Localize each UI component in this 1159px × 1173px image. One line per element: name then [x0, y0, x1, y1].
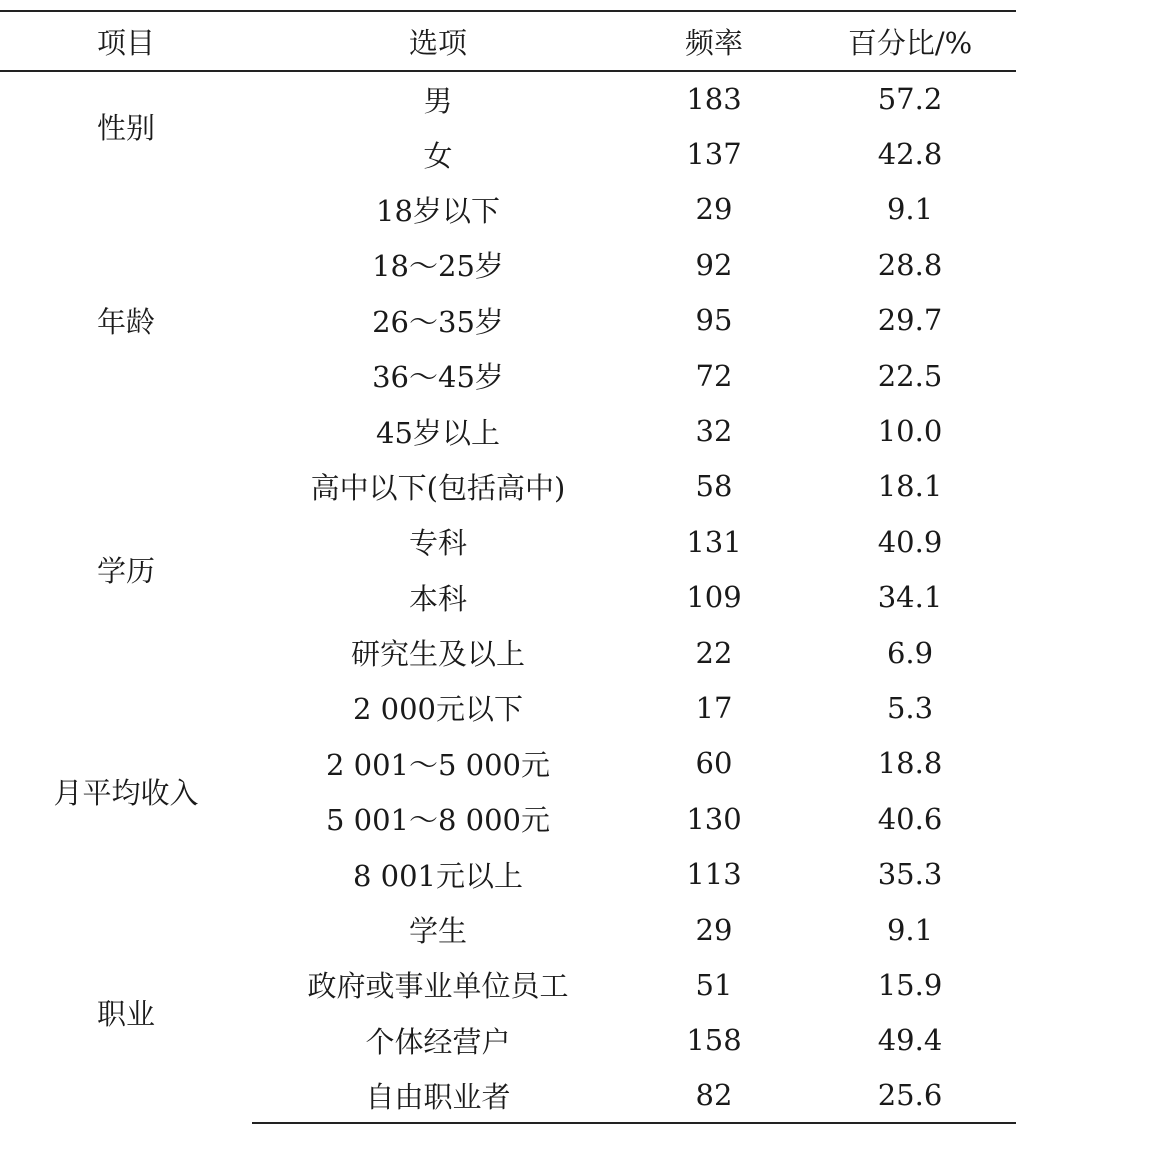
frequency-cell: 131 — [686, 524, 742, 559]
percent-cell: 34.1 — [877, 580, 943, 615]
frequency-cell: 113 — [686, 857, 742, 892]
percent-cell: 35.3 — [877, 857, 943, 892]
option-cell: 自由职业者 — [252, 1068, 624, 1123]
demographics-table — [0, 10, 1016, 1124]
header-item: 项目 — [0, 11, 252, 71]
option-cell: 36～45岁 — [372, 360, 504, 395]
table-row — [0, 902, 1016, 957]
table-body — [0, 71, 1016, 1123]
percent-cell: 49.4 — [877, 1023, 943, 1058]
option-cell: 政府或事业单位员工 — [307, 969, 569, 1004]
option-cell: 高中以下(包括高中) — [310, 470, 566, 505]
frequency-cell: 95 — [695, 303, 733, 338]
percent-cell: 40.9 — [877, 524, 943, 559]
group-item-cell: 月平均收入 — [53, 775, 199, 810]
table-row — [0, 680, 1016, 735]
frequency-cell: 183 — [686, 82, 742, 117]
option-cell: 8 001元以上 — [352, 858, 524, 893]
group-item-cell: 职业 — [96, 997, 155, 1032]
table-row — [0, 71, 1016, 126]
percent-cell: 15.9 — [877, 967, 943, 1002]
option-cell: 2 001～5 000元 — [325, 747, 551, 782]
header-frequency: 频率 — [624, 11, 804, 71]
percent-cell: 29.7 — [877, 303, 943, 338]
frequency-cell: 51 — [695, 967, 733, 1002]
percent-cell: 18.8 — [877, 746, 943, 781]
percent-cell: 40.6 — [877, 801, 943, 836]
percent-cell: 57.2 — [877, 82, 943, 117]
frequency-cell: 29 — [695, 192, 733, 227]
percent-cell: 6.9 — [886, 635, 934, 670]
percent-cell: 5.3 — [886, 690, 934, 725]
header-option: 选项 — [252, 11, 624, 71]
frequency-cell: 137 — [686, 137, 742, 172]
table-row — [0, 459, 1016, 514]
option-cell: 学生 — [408, 914, 467, 949]
option-cell: 专科 — [408, 526, 467, 561]
frequency-cell: 109 — [686, 580, 742, 615]
frequency-cell: 92 — [695, 247, 733, 282]
frequency-cell: 60 — [695, 746, 733, 781]
option-cell: 个体经营户 — [365, 1024, 511, 1059]
frequency-cell: 22 — [695, 635, 733, 670]
percent-cell: 22.5 — [877, 358, 943, 393]
option-cell: 45岁以上 — [376, 415, 500, 450]
option-cell: 男 — [423, 83, 453, 118]
frequency-cell: 82 — [624, 1068, 804, 1123]
option-cell: 5 001～8 000元 — [325, 803, 551, 838]
header-percent: 百分比/% — [804, 11, 1016, 71]
table-row — [0, 182, 1016, 237]
frequency-cell: 72 — [695, 358, 733, 393]
option-cell: 18～25岁 — [372, 249, 504, 284]
table-header — [0, 11, 1016, 71]
group-item-cell: 年龄 — [96, 304, 155, 339]
frequency-cell: 158 — [686, 1023, 742, 1058]
option-cell: 本科 — [408, 581, 467, 616]
option-cell: 18岁以下 — [376, 193, 500, 228]
option-cell: 26～35岁 — [372, 304, 504, 339]
frequency-cell: 32 — [695, 414, 733, 449]
option-cell: 2 000元以下 — [352, 692, 524, 727]
percent-cell: 42.8 — [877, 137, 943, 172]
percent-cell: 18.1 — [877, 469, 943, 504]
frequency-cell: 58 — [695, 469, 733, 504]
option-cell: 女 — [423, 138, 453, 173]
frequency-cell: 17 — [695, 690, 733, 725]
percent-cell: 9.1 — [886, 912, 934, 947]
header-row — [0, 11, 1016, 71]
frequency-cell: 29 — [695, 912, 733, 947]
group-item-cell: 学历 — [96, 554, 155, 589]
frequency-cell: 130 — [686, 801, 742, 836]
percent-cell: 25.6 — [804, 1068, 1016, 1123]
group-item-cell: 性别 — [96, 111, 155, 146]
option-cell: 研究生及以上 — [350, 637, 525, 672]
percent-cell: 9.1 — [886, 192, 934, 227]
percent-cell: 10.0 — [877, 414, 943, 449]
percent-cell: 28.8 — [877, 247, 943, 282]
